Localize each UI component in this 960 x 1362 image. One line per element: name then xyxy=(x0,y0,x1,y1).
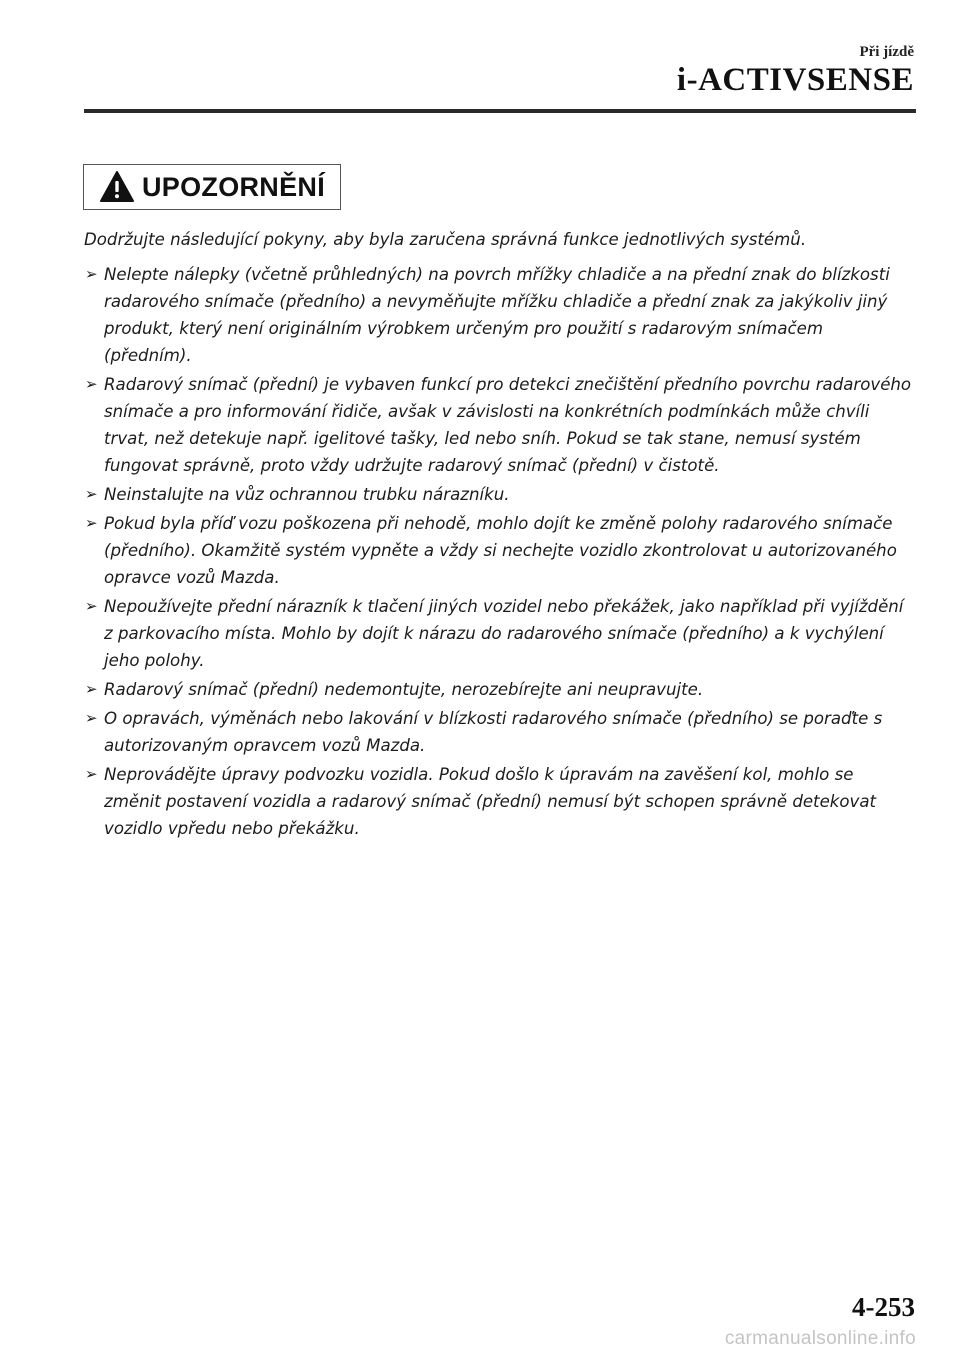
arrow-bullet-icon: ➢ xyxy=(85,265,98,283)
caution-list xyxy=(84,261,912,842)
header-divider xyxy=(84,109,916,113)
caution-content xyxy=(84,226,912,844)
watermark: carmanualsonline.info xyxy=(724,1328,916,1349)
list-item-text: Pokud byla příď vozu poškozena při nehodě, mohlo dojít ke změně polohy radarového snímače (předního). Okamžitě systém vypněte a vždy si nechejte vozidlo zkontrolovat u autorizovaného opravce vozů Mazda. xyxy=(104,514,897,587)
arrow-bullet-icon: ➢ xyxy=(85,709,98,727)
list-item xyxy=(84,510,912,591)
arrow-bullet-icon: ➢ xyxy=(85,375,98,393)
list-item xyxy=(84,261,912,369)
list-item xyxy=(84,593,912,674)
arrow-bullet-icon: ➢ xyxy=(85,765,98,783)
warning-triangle-icon xyxy=(99,170,135,204)
chapter-title: i-ACTIVSENSE xyxy=(676,62,914,98)
list-item xyxy=(84,705,912,759)
arrow-bullet-icon: ➢ xyxy=(85,485,98,503)
list-item-text: Neinstalujte na vůz ochrannou trubku nárazníku. xyxy=(104,485,510,504)
caution-banner xyxy=(83,164,341,210)
list-item-text: Radarový snímač (přední) je vybaven funkcí pro detekci znečištění předního povrchu radarového snímače a pro informování řidiče, avšak v závislosti na konkrétních podmínkách může chvíli trvat, než detekuje např. igelitové tašky, led nebo sníh. Pokud se tak stane, nemusí systém fungovat správně, proto vždy udržujte radarový snímač (přední) v čistotě. xyxy=(104,375,912,475)
intro-text: Dodržujte následující pokyny, aby byla zaručena správná funkce jednotlivých systémů. xyxy=(84,230,807,249)
list-item-text: Nelepte nálepky (včetně průhledných) na povrch mřížky chladiče a na přední znak do blízkosti radarového snímače (předního) a nevyměňujte mřížku chladiče a přední znak za jakýkoliv jiný produkt, který není originálním výrobkem určeným pro použití s radarovým snímačem (předním). xyxy=(104,265,890,365)
list-item-text: Neprovádějte úpravy podvozku vozidla. Pokud došlo k úpravám na zavěšení kol, mohlo se změnit postavení vozidla a radarový snímač (přední) nemusí být schopen správně detekovat vozidlo vpředu nebo překážku. xyxy=(104,765,877,838)
arrow-bullet-icon: ➢ xyxy=(85,514,98,532)
section-title: Při jízdě xyxy=(859,44,914,60)
list-item-text: O opravách, výměnách nebo lakování v blízkosti radarového snímače (předního) se poraďte s autorizovaným opravcem vozů Mazda. xyxy=(104,709,883,755)
list-item xyxy=(84,481,912,508)
list-item xyxy=(84,761,912,842)
arrow-bullet-icon: ➢ xyxy=(85,680,98,698)
caution-title: UPOZORNĚNÍ xyxy=(142,171,326,202)
list-item xyxy=(84,676,912,703)
page-number: 4-253 xyxy=(852,1292,915,1322)
list-item-text: Radarový snímač (přední) nedemontujte, nerozebírejte ani neupravujte. xyxy=(104,680,704,699)
arrow-bullet-icon: ➢ xyxy=(85,597,98,615)
list-item xyxy=(84,371,912,479)
list-item-text: Nepoužívejte přední nárazník k tlačení jiných vozidel nebo překážek, jako například při vyjíždění z parkovacího místa. Mohlo by dojít k nárazu do radarového snímače (předního) a k vychýlení jeho polohy. xyxy=(104,597,904,670)
